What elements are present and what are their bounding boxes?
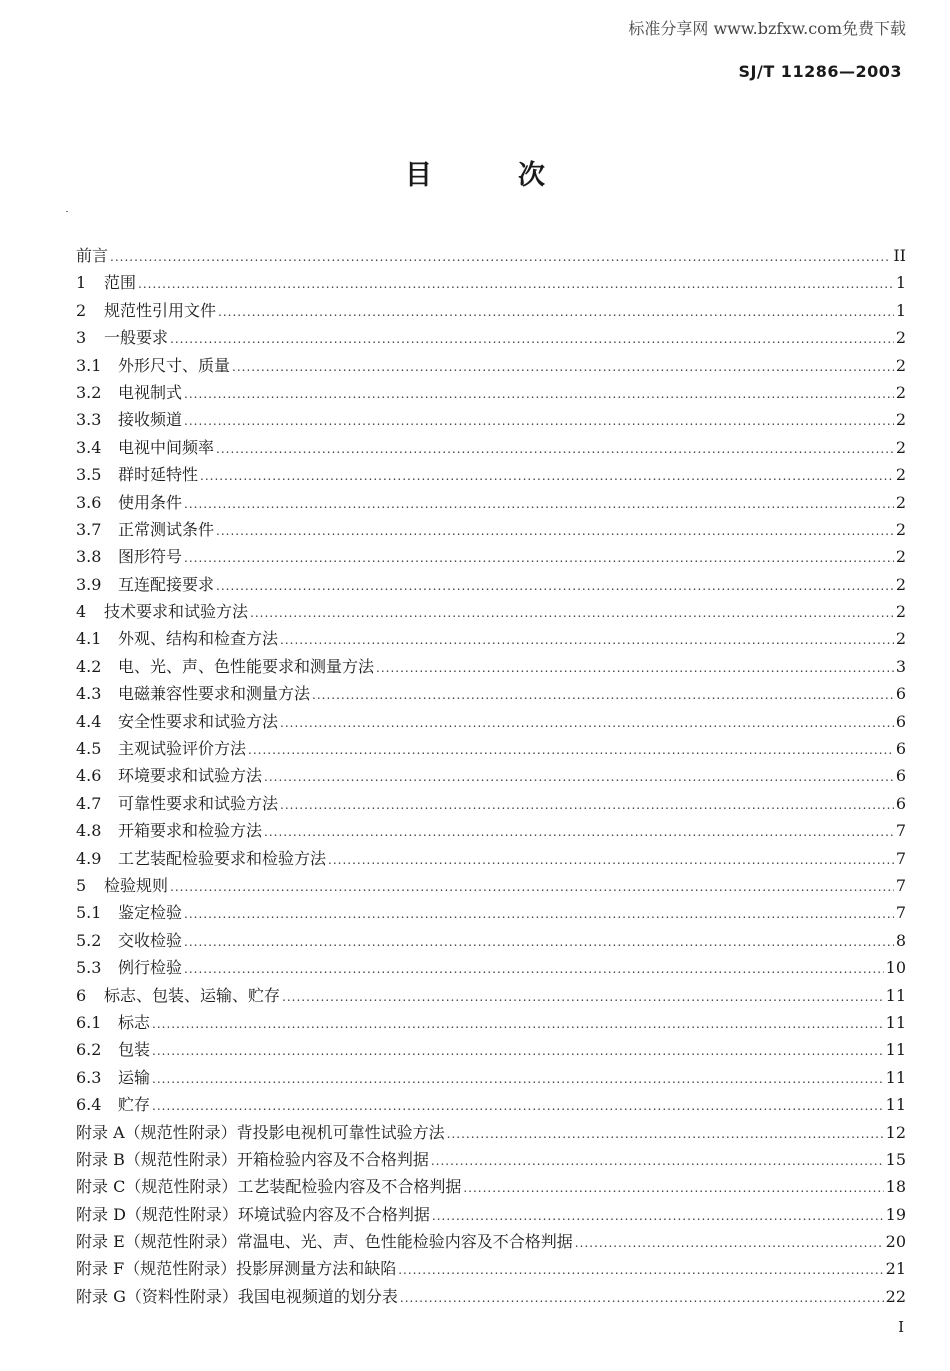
dot-leader [463, 1181, 883, 1195]
toc-entry-number: 1 [76, 273, 87, 293]
dot-leader [575, 1236, 884, 1250]
toc-entry[interactable] [76, 572, 906, 599]
toc-entry-number: 4.5 [76, 739, 102, 759]
dot-leader [152, 1017, 884, 1031]
toc-entry[interactable] [76, 1202, 906, 1229]
toc-entry-number: 4.6 [76, 766, 102, 786]
dot-leader [216, 524, 894, 538]
toc-entry[interactable] [76, 626, 906, 653]
dot-leader [328, 853, 894, 867]
toc-entry[interactable] [76, 983, 906, 1010]
toc-entry[interactable] [76, 681, 906, 708]
toc-entry[interactable] [76, 243, 906, 270]
dot-leader [138, 277, 894, 291]
table-of-contents [76, 243, 906, 1311]
toc-entry[interactable] [76, 435, 906, 462]
toc-entry-label: 附录 F（规范性附录）投影屏测量方法和缺陷 [76, 1259, 397, 1279]
toc-entry-page: 12 [885, 1122, 906, 1142]
toc-entry[interactable] [76, 1229, 906, 1256]
toc-entry[interactable] [76, 846, 906, 873]
toc-entry-page: 6 [895, 793, 906, 813]
toc-entry[interactable] [76, 490, 906, 517]
toc-entry[interactable] [76, 1065, 906, 1092]
dot-leader [184, 551, 894, 565]
toc-entry-label: 安全性要求和试验方法 [118, 711, 279, 731]
dot-leader [232, 360, 894, 374]
watermark-text: 标准分享网 www.bzfxw.com免费下载 [628, 19, 906, 38]
dot-leader [170, 880, 894, 894]
toc-entry-label: 互连配接要求 [118, 574, 215, 594]
toc-entry-page: 7 [895, 903, 906, 923]
toc-entry-label: 规范性引用文件 [104, 300, 217, 320]
toc-entry-page: 2 [895, 328, 906, 348]
dot-leader [152, 1099, 884, 1113]
toc-entry-label: 附录 C（规范性附录）工艺装配检验内容及不合格判据 [76, 1177, 462, 1197]
toc-entry[interactable] [76, 353, 906, 380]
toc-entry-number: 3 [76, 328, 87, 348]
toc-entry-label: 电视中间频率 [118, 437, 215, 457]
toc-entry-number: 4.2 [76, 656, 102, 676]
toc-entry-number: 3.2 [76, 382, 102, 402]
toc-entry-number: 4.3 [76, 684, 102, 704]
dot-leader [280, 633, 894, 647]
dot-leader [184, 962, 884, 976]
toc-entry[interactable] [76, 928, 906, 955]
dot-leader [376, 661, 894, 675]
toc-entry-page: 19 [885, 1204, 906, 1224]
toc-entry-label: 前言 [76, 246, 109, 265]
toc-entry-page: 7 [895, 848, 906, 868]
toc-entry-page: 6 [895, 766, 906, 786]
toc-entry-label: 附录 G（资料性附录）我国电视频道的划分表 [76, 1286, 398, 1306]
toc-entry-label: 群时延特性 [118, 465, 199, 485]
toc-entry[interactable] [76, 818, 906, 845]
toc-entry-label: 外观、结构和检查方法 [118, 629, 279, 649]
dot-leader [282, 990, 884, 1004]
dot-leader [216, 579, 894, 593]
toc-entry[interactable] [76, 955, 906, 982]
toc-entry[interactable] [76, 873, 906, 900]
dot-leader [264, 825, 894, 839]
toc-entry-label: 电、光、声、色性能要求和测量方法 [118, 656, 375, 676]
toc-entry-page: 2 [895, 519, 906, 539]
toc-entry-number: 6.1 [76, 1012, 102, 1032]
toc-entry-label: 外形尺寸、质量 [118, 355, 231, 375]
toc-entry-label: 技术要求和试验方法 [104, 602, 249, 622]
toc-entry-page: 2 [895, 574, 906, 594]
toc-entry-number: 6 [76, 985, 87, 1005]
toc-entry[interactable] [76, 1037, 906, 1064]
dot-leader [200, 469, 894, 483]
toc-entry-number: 4.4 [76, 711, 102, 731]
toc-entry-page: 11 [885, 1067, 906, 1087]
dot-leader [170, 332, 894, 346]
dot-leader [431, 1154, 884, 1168]
toc-entry[interactable] [76, 791, 906, 818]
toc-entry[interactable] [76, 1147, 906, 1174]
standard-code: SJ/T 11286—2003 [738, 62, 902, 81]
toc-entry-number: 3.6 [76, 492, 102, 512]
toc-entry-label: 例行检验 [118, 958, 183, 978]
toc-entry-page: 2 [895, 629, 906, 649]
toc-entry-page: 6 [895, 739, 906, 759]
dot-leader [280, 716, 894, 730]
toc-entry-label: 电磁兼容性要求和测量方法 [118, 684, 311, 704]
toc-entry[interactable] [76, 270, 906, 297]
toc-entry-label: 图形符号 [118, 547, 183, 567]
toc-entry-page: 1 [895, 273, 906, 293]
dot-leader [184, 497, 894, 511]
toc-entry-label: 一般要求 [104, 328, 169, 348]
toc-entry[interactable] [76, 517, 906, 544]
toc-entry-label: 使用条件 [118, 492, 183, 512]
toc-entry[interactable] [76, 1256, 906, 1283]
toc-entry[interactable] [76, 763, 906, 790]
toc-entry[interactable] [76, 599, 906, 626]
scan-speck [66, 211, 68, 212]
toc-entry[interactable] [76, 1092, 906, 1119]
toc-entry-label: 贮存 [118, 1095, 151, 1115]
toc-entry-label: 标志 [118, 1012, 151, 1032]
toc-entry-page: 15 [885, 1149, 906, 1169]
dot-leader [152, 1044, 884, 1058]
toc-entry-page: 7 [895, 821, 906, 841]
toc-entry-number: 5.2 [76, 930, 102, 950]
toc-entry-page: 2 [895, 602, 906, 622]
toc-entry-number: 3.7 [76, 519, 102, 539]
toc-entry-page: 7 [895, 875, 906, 895]
toc-entry-page: 11 [885, 1095, 906, 1115]
dot-leader [264, 770, 894, 784]
toc-entry-number: 6.2 [76, 1040, 102, 1060]
toc-entry-number: 4.9 [76, 848, 102, 868]
dot-leader [312, 688, 894, 702]
toc-entry[interactable] [76, 462, 906, 489]
toc-entry-page: 2 [895, 547, 906, 567]
toc-entry-number: 3.5 [76, 465, 102, 485]
toc-entry-label: 正常测试条件 [118, 519, 215, 539]
toc-entry[interactable] [76, 654, 906, 681]
toc-entry-page: 2 [895, 410, 906, 430]
toc-entry-label: 运输 [118, 1067, 151, 1087]
toc-entry-page: 10 [885, 958, 906, 978]
toc-entry-number: 3.9 [76, 574, 102, 594]
toc-entry-page: 2 [895, 465, 906, 485]
dot-leader [432, 1209, 884, 1223]
toc-entry-number: 5.1 [76, 903, 102, 923]
toc-entry-number: 3.8 [76, 547, 102, 567]
toc-entry[interactable] [76, 380, 906, 407]
toc-entry[interactable] [76, 900, 906, 927]
toc-entry-label: 主观试验评价方法 [118, 739, 247, 759]
toc-entry-page: 21 [885, 1259, 906, 1279]
title-char-1: 目 [405, 160, 432, 191]
toc-entry[interactable] [76, 325, 906, 352]
toc-entry-page: 1 [895, 300, 906, 320]
toc-entry-page: 11 [885, 1040, 906, 1060]
toc-entry-number: 4 [76, 602, 87, 622]
toc-entry[interactable] [76, 1284, 906, 1311]
toc-entry-page: 18 [885, 1177, 906, 1197]
toc-entry-label: 交收检验 [118, 930, 183, 950]
toc-entry-number: 4.8 [76, 821, 102, 841]
toc-entry-label: 鉴定检验 [118, 903, 183, 923]
toc-entry-number: 5.3 [76, 958, 102, 978]
toc-entry-page: 6 [895, 711, 906, 731]
toc-entry-page: 11 [885, 1012, 906, 1032]
toc-entry-number: 6.3 [76, 1067, 102, 1087]
toc-entry-label: 附录 D（规范性附录）环境试验内容及不合格判据 [76, 1204, 430, 1224]
toc-entry-label: 工艺装配检验要求和检验方法 [118, 848, 327, 868]
dot-leader [184, 907, 894, 921]
toc-entry-label: 范围 [104, 273, 137, 293]
toc-entry-label: 检验规则 [104, 875, 169, 895]
toc-entry-page: 2 [895, 437, 906, 457]
dot-leader [447, 1127, 884, 1141]
toc-entry[interactable] [76, 709, 906, 736]
toc-entry-number: 3.1 [76, 355, 102, 375]
footer-page-number: I [898, 1318, 904, 1336]
toc-entry[interactable] [76, 298, 906, 325]
toc-entry[interactable] [76, 1174, 906, 1201]
toc-entry[interactable] [76, 1120, 906, 1147]
toc-entry-page: 6 [895, 684, 906, 704]
toc-entry[interactable] [76, 736, 906, 763]
toc-entry[interactable] [76, 407, 906, 434]
dot-leader [152, 1072, 884, 1086]
dot-leader [218, 305, 894, 319]
toc-entry-number: 4.1 [76, 629, 102, 649]
dot-leader [248, 743, 894, 757]
toc-entry-label: 附录 A（规范性附录）背投影电视机可靠性试验方法 [76, 1122, 445, 1142]
title-char-2: 次 [518, 160, 545, 191]
toc-entry-page: 8 [895, 930, 906, 950]
toc-entry[interactable] [76, 544, 906, 571]
toc-entry-label: 可靠性要求和试验方法 [118, 793, 279, 813]
toc-entry-page: 22 [885, 1286, 906, 1306]
toc-entry-label: 开箱要求和检验方法 [118, 821, 263, 841]
toc-entry-number: 5 [76, 875, 87, 895]
toc-entry-label: 接收频道 [118, 410, 183, 430]
toc-entry-page: 3 [895, 656, 906, 676]
toc-entry-page: 2 [895, 355, 906, 375]
toc-entry-number: 3.3 [76, 410, 102, 430]
toc-entry-page: 20 [885, 1232, 906, 1252]
toc-entry-label: 标志、包装、运输、贮存 [104, 985, 281, 1005]
toc-entry-number: 4.7 [76, 793, 102, 813]
dot-leader [184, 387, 894, 401]
toc-entry-page: 11 [885, 985, 906, 1005]
toc-entry-label: 环境要求和试验方法 [118, 766, 263, 786]
toc-entry-label: 附录 B（规范性附录）开箱检验内容及不合格判据 [76, 1149, 429, 1169]
dot-leader [250, 606, 894, 620]
toc-entry-page: 2 [895, 382, 906, 402]
toc-entry-page: II [893, 246, 906, 265]
dot-leader [398, 1263, 883, 1277]
toc-entry[interactable] [76, 1010, 906, 1037]
toc-entry-page: 2 [895, 492, 906, 512]
dot-leader [184, 935, 894, 949]
dot-leader [400, 1291, 884, 1305]
toc-entry-label: 包装 [118, 1040, 151, 1060]
dot-leader [184, 414, 894, 428]
page-title [0, 153, 950, 192]
dot-leader [216, 442, 894, 456]
dot-leader [280, 798, 894, 812]
toc-entry-number: 2 [76, 300, 87, 320]
toc-entry-number: 6.4 [76, 1095, 102, 1115]
dot-leader [110, 250, 891, 264]
toc-entry-label: 电视制式 [118, 382, 183, 402]
toc-entry-number: 3.4 [76, 437, 102, 457]
toc-entry-label: 附录 E（规范性附录）常温电、光、声、色性能检验内容及不合格判据 [76, 1232, 573, 1252]
